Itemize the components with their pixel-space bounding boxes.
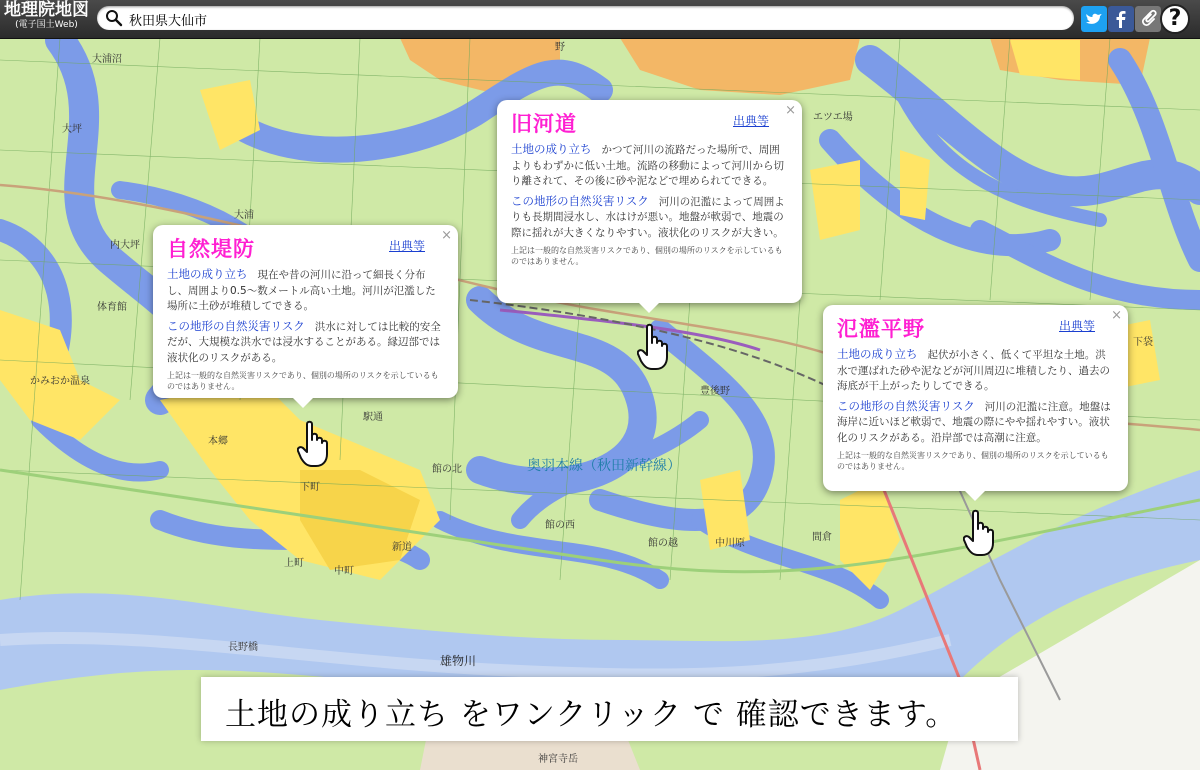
- search-box[interactable]: [97, 6, 1074, 30]
- twitter-icon[interactable]: [1081, 6, 1107, 32]
- popup-title: 自然堤防: [167, 237, 255, 261]
- landform-popup-natural-levee: [153, 225, 458, 398]
- place-label: 豊後野: [700, 386, 730, 397]
- place-label: 野: [555, 42, 565, 53]
- top-bar: [0, 0, 1200, 39]
- app-logo[interactable]: [4, 2, 89, 30]
- risk-text: 洪水に対しては比較的安全だが、大規模な洪水では浸水することがある。縁辺部では液状化のリスクがある。: [167, 320, 441, 364]
- place-label: エツエ場: [813, 112, 853, 123]
- origin-text: かつて河川の流路だった場所で、周囲よりもわずかに低い土地。流路の移動によって河川から切り離されて、その後に砂や泥などで埋められてできる。: [511, 144, 784, 187]
- source-link[interactable]: 出典等: [389, 239, 426, 253]
- hand-cursor-icon: [297, 420, 331, 468]
- place-label: 駅通: [363, 412, 383, 423]
- place-label: 上町: [284, 558, 304, 569]
- disclaimer-note: 上記は一般的な自然災害リスクであり、個別の場所のリスクを示しているものではありません。: [837, 451, 1109, 471]
- place-label: 館の北: [432, 464, 462, 475]
- disclaimer-note: 上記は一般的な自然災害リスクであり、個別の場所のリスクを示しているものではありません。: [167, 371, 439, 391]
- place-label: 下袋: [1133, 337, 1153, 348]
- hand-cursor-icon: [963, 509, 997, 557]
- logo-title: 地理院地図: [4, 0, 89, 20]
- levee-area: [1010, 40, 1080, 80]
- origin-text: 起伏が小さく、低くて平坦な土地。洪水で運ばれた砂や泥などが河川周辺に堆積したり、過去の海底が干上がったりしてできる。: [837, 349, 1110, 392]
- search-input[interactable]: [127, 8, 1061, 30]
- logo-subtitle: (電子国土Web): [15, 20, 78, 30]
- place-label: かみおか温泉: [30, 376, 90, 387]
- risk-heading: この地形の自然災害リスク: [511, 193, 649, 208]
- disclaimer-note: 上記は一般的な自然災害リスクであり、個別の場所のリスクを示しているものではありません。: [511, 246, 783, 266]
- risk-section: [837, 399, 1116, 447]
- place-label: 中町: [334, 566, 354, 577]
- place-label: 大浦: [234, 210, 254, 221]
- place-label: 中川原: [715, 538, 745, 549]
- help-icon[interactable]: ?: [1160, 4, 1190, 34]
- place-label: 館の越: [648, 538, 678, 549]
- place-label: 新道: [392, 542, 412, 553]
- place-label: 本郷: [208, 436, 228, 447]
- risk-text: 河川の氾濫に注意。地盤は海岸に近いほど軟弱で、地震の際にやや揺れやすい。液状化のリスクがある。沿岸部では高潮に注意。: [837, 400, 1111, 444]
- caption-banner: [201, 677, 1018, 741]
- search-icon[interactable]: [105, 9, 123, 27]
- place-label: 神宮寺岳: [538, 754, 578, 765]
- place-label: 長野橋: [228, 642, 258, 653]
- popup-title: 旧河道: [511, 112, 577, 136]
- place-label: 内大坪: [110, 240, 140, 251]
- landform-popup-old-river-channel: [497, 100, 802, 303]
- origin-heading: 土地の成り立ち: [511, 142, 592, 156]
- levee-area: [900, 150, 930, 220]
- place-label: 間倉: [812, 532, 832, 543]
- facebook-icon[interactable]: [1108, 6, 1134, 32]
- risk-section: [167, 319, 446, 367]
- hand-cursor-icon: [637, 323, 671, 371]
- popup-pointer: [639, 303, 659, 313]
- railway-label: 奥羽本線（秋田新幹線）: [527, 458, 681, 474]
- close-icon[interactable]: ×: [441, 228, 452, 243]
- popup-pointer: [293, 398, 313, 408]
- place-label: 大浦沼: [92, 54, 122, 65]
- source-link[interactable]: 出典等: [733, 114, 770, 128]
- risk-heading: この地形の自然災害リスク: [837, 398, 975, 413]
- river-label: 雄物川: [440, 654, 477, 668]
- place-label: 館の西: [545, 520, 575, 531]
- close-icon[interactable]: ×: [1111, 308, 1122, 323]
- origin-heading: 土地の成り立ち: [837, 347, 918, 361]
- origin-section: [511, 142, 790, 190]
- origin-section: [837, 347, 1116, 395]
- popup-title: 氾濫平野: [837, 317, 925, 341]
- risk-heading: この地形の自然災害リスク: [167, 318, 305, 333]
- risk-text: 河川の氾濫によって周囲よりも長期間浸水し、水はけが悪い。地盤が軟弱で、地震の際に揺れが大きくなりやすい。液状化のリスクが大きい。: [511, 195, 785, 239]
- origin-text: 現在や昔の河川に沿って細長く分布し、周囲より0.5〜数メートル高い土地。河川が氾濫した場所に土砂が堆積してできる。: [167, 269, 436, 312]
- source-link[interactable]: 出典等: [1059, 319, 1096, 333]
- place-label: 大坪: [62, 124, 82, 135]
- risk-section: [511, 194, 790, 242]
- place-label: 下町: [300, 482, 320, 493]
- close-icon[interactable]: ×: [785, 103, 796, 118]
- link-icon[interactable]: [1135, 6, 1161, 32]
- place-label: 体育館: [97, 302, 127, 313]
- landform-popup-floodplain: [823, 305, 1128, 491]
- caption-text: 土地の成り立ち をワンクリック で 確認できます。: [225, 697, 958, 733]
- origin-section: [167, 267, 446, 315]
- popup-pointer: [965, 491, 985, 501]
- origin-heading: 土地の成り立ち: [167, 267, 248, 281]
